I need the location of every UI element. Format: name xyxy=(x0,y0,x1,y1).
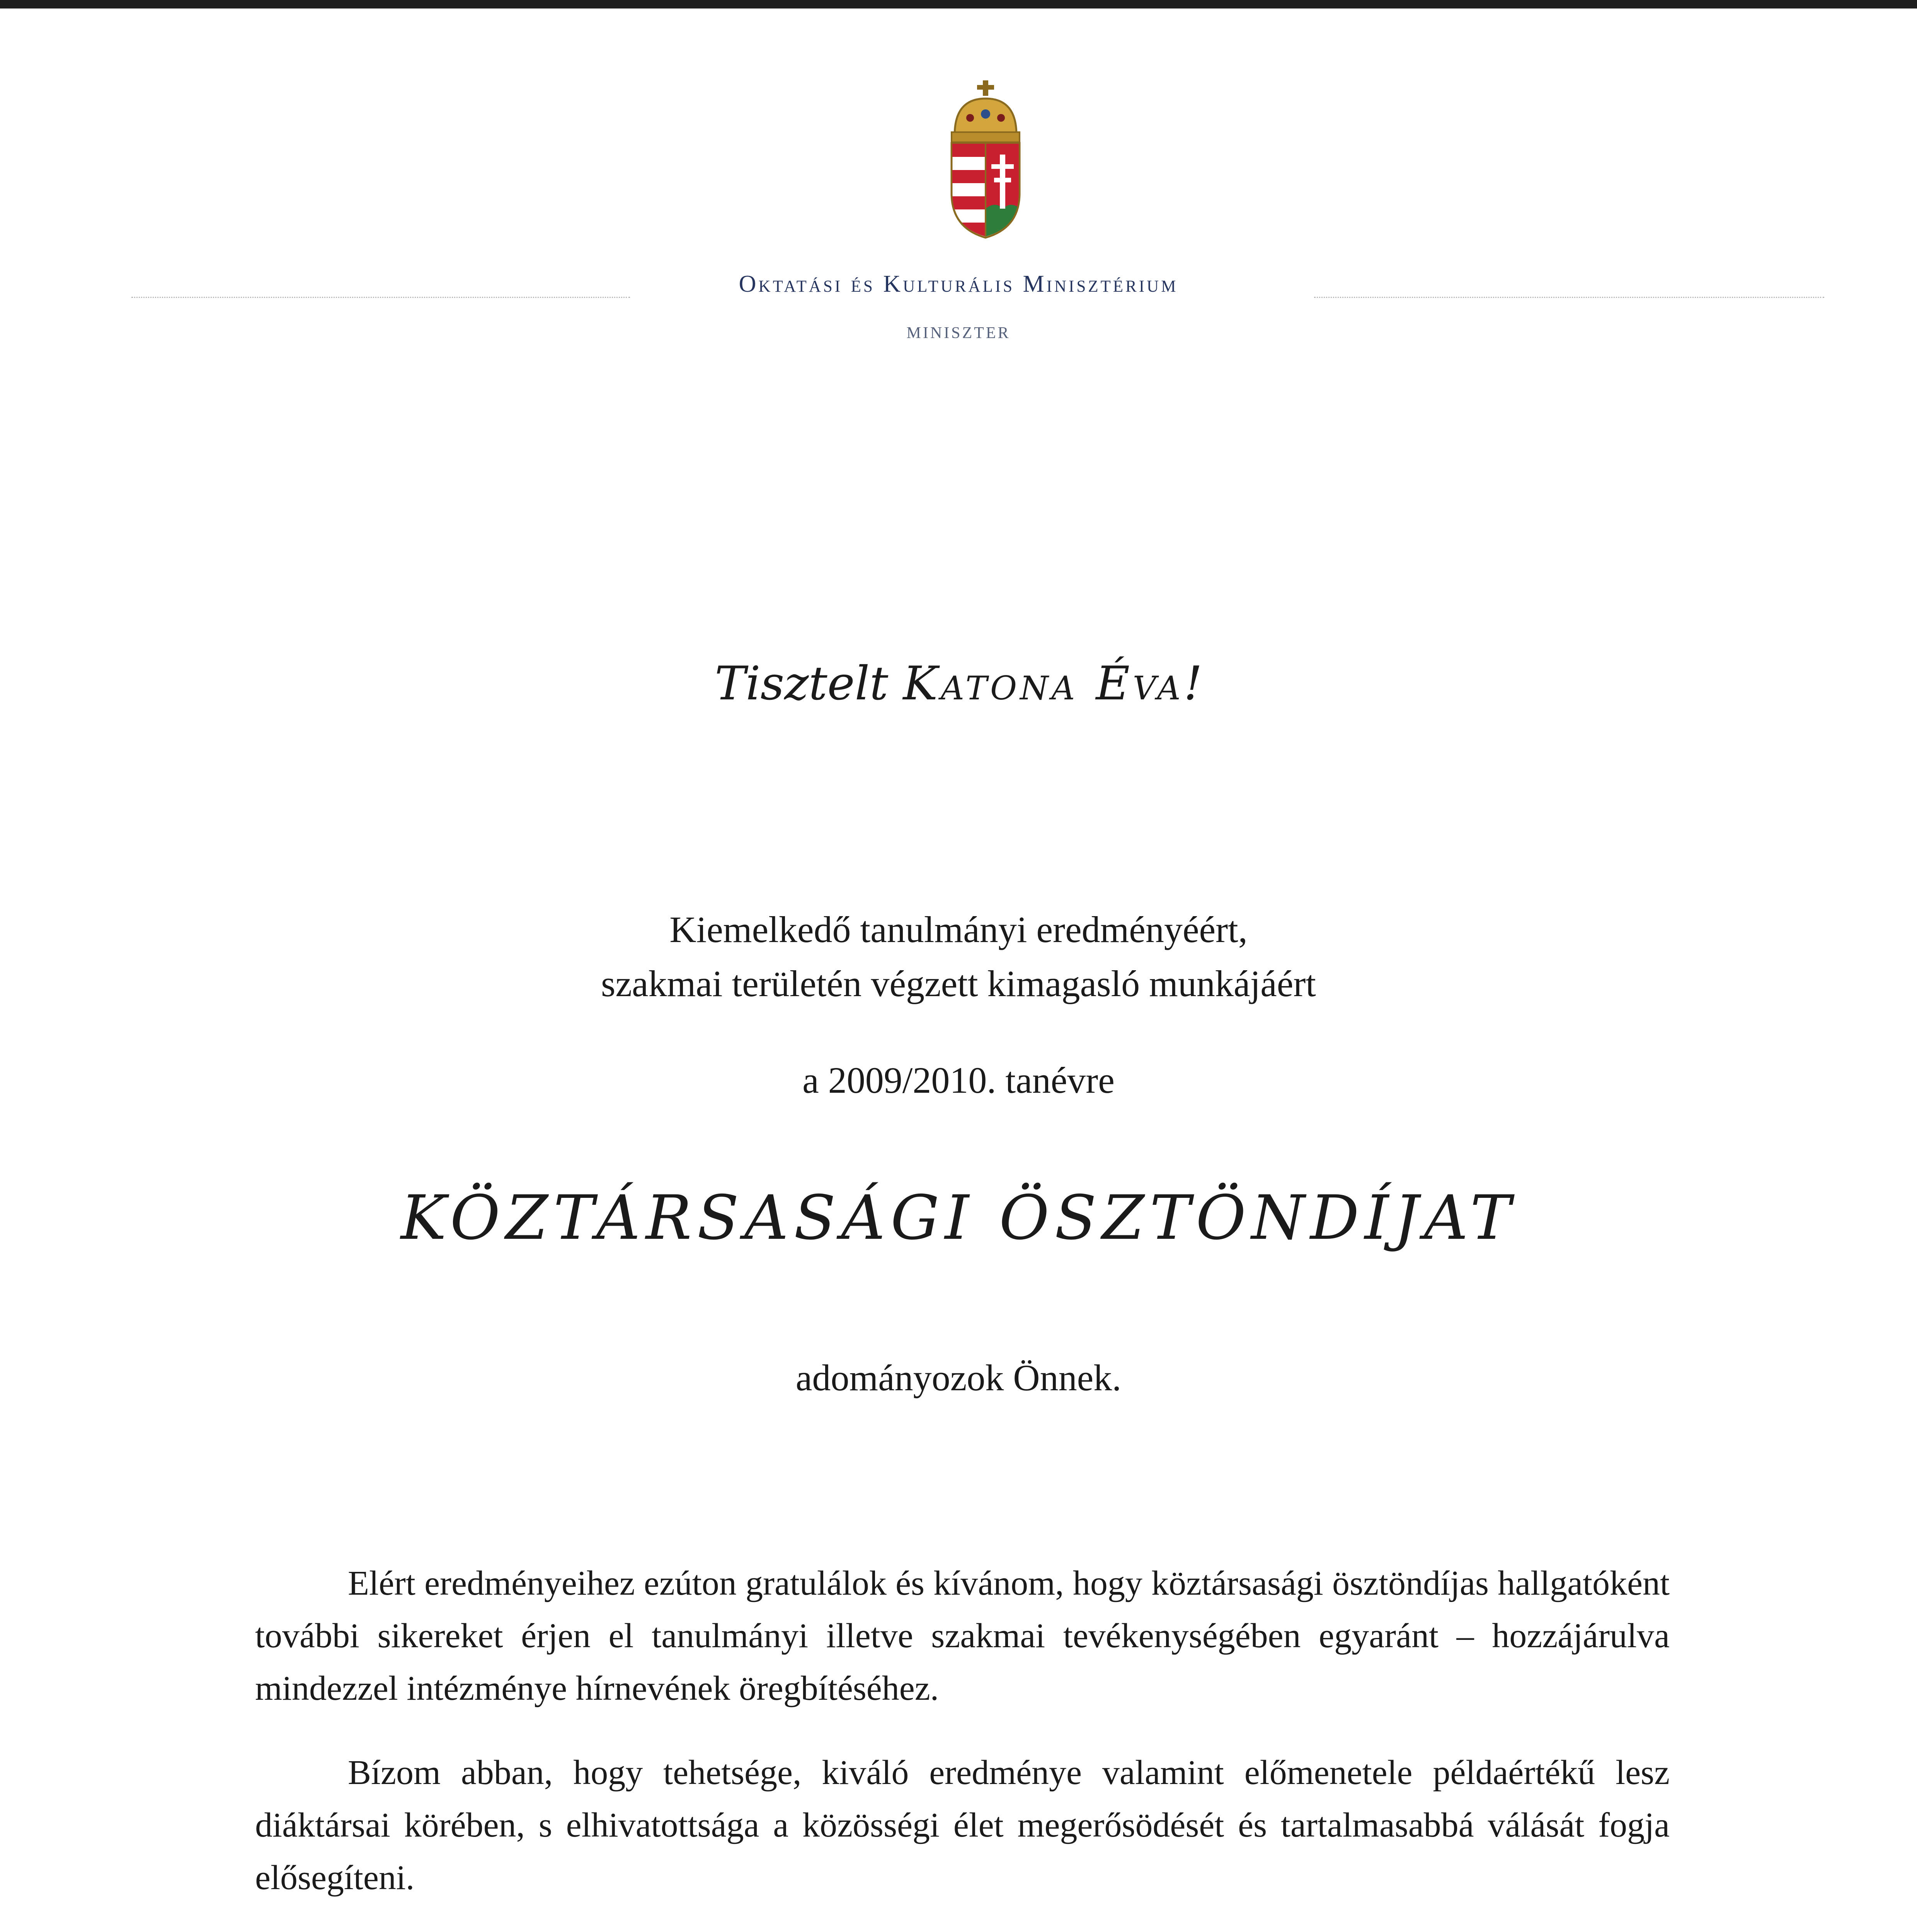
office-title: MINISZTER xyxy=(906,324,1011,342)
grant-line: adományozok Önnek. xyxy=(795,1357,1122,1398)
reason-line-2: szakmai területén végzett kimagasló munkájáért xyxy=(601,963,1316,1004)
salutation xyxy=(0,657,1917,711)
hungarian-coat-of-arms-icon xyxy=(928,77,1044,243)
academic-year-line: a 2009/2010. tanévre xyxy=(802,1060,1115,1101)
header-rule-right xyxy=(1314,297,1824,298)
ministry-name: Oktatási és Kulturális Minisztérium xyxy=(739,271,1178,297)
reason-line-1: Kiemelkedő tanulmányi eredményéért, xyxy=(669,909,1248,950)
header-rule-left xyxy=(131,297,630,298)
confidence-paragraph: Bízom abban, hogy tehetsége, kiváló eredménye valamint előmenetele példaértékű lesz diáktársai körében, s elhivatottsága a közösségi élet megerősödését és tartalmasabbá válását fogja elősegíteni. xyxy=(255,1753,1670,1897)
recipient-name: Katona Éva xyxy=(903,657,1184,711)
salutation-prefix: Tisztelt xyxy=(715,657,889,711)
award-title: KÖZTÁRSASÁGI ÖSZTÖNDÍJAT xyxy=(400,1182,1517,1253)
salutation-suffix: ! xyxy=(1183,657,1202,711)
congratulation-paragraph: Elért eredményeihez ezúton gratulálok és kívánom, hogy köztársasági ösztöndíjas hallgatóként további sikereket érjen el tanulmányi illetve szakmai tevékenységében egyaránt – hozzájárulva mindezzel intézménye hírnevének öregbítéséhez. xyxy=(255,1564,1670,1708)
scan-top-edge xyxy=(0,0,1917,9)
